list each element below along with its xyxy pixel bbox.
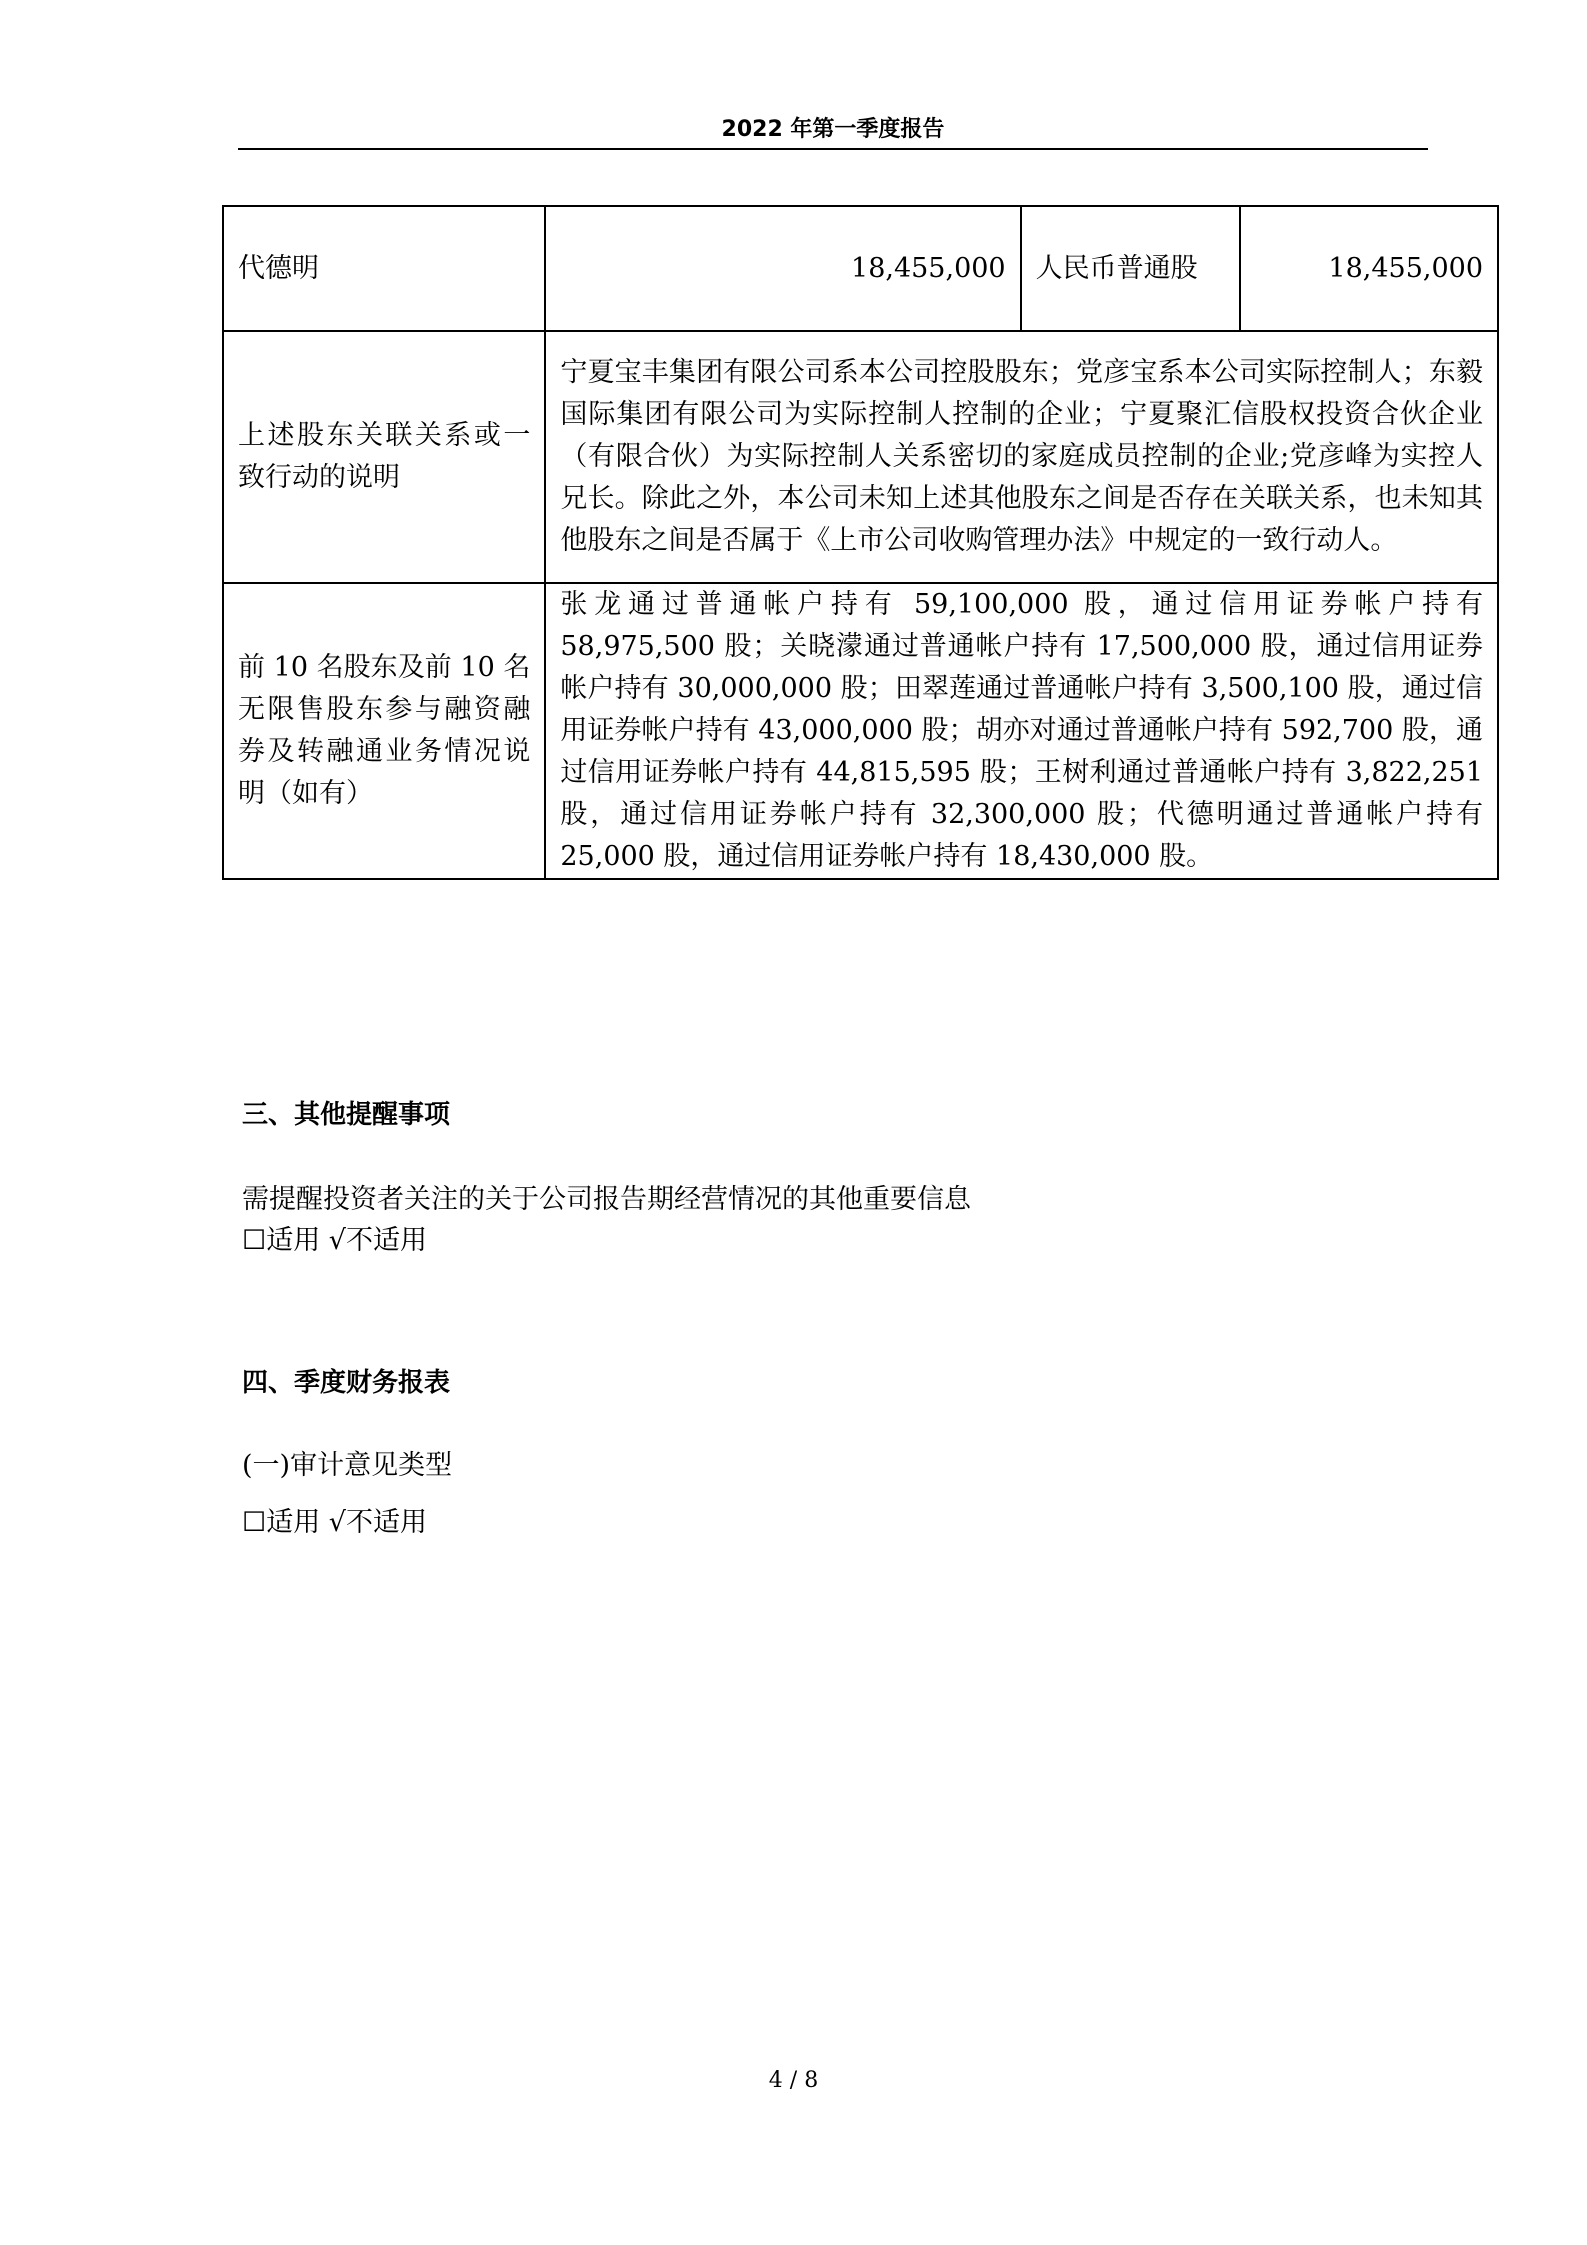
share-type: 人民币普通股 bbox=[1021, 206, 1241, 331]
section-3-options: ☐适用 √不适用 bbox=[242, 1225, 427, 1256]
section-3-text: 需提醒投资者关注的关于公司报告期经营情况的其他重要信息 bbox=[242, 1184, 971, 1215]
related-party-description: 宁夏宝丰集团有限公司系本公司控股股东；党彦宝系本公司实际控制人；东毅国际集团有限公司为实际控制人控制的企业；宁夏聚汇信股权投资合伙企业（有限合伙）为实际控制人关系密切的家庭成员控制的企业;党彦峰为实控人兄长。除此之外，本公司未知上述其他股东之间是否存在关联关系，也未知其他股东之间是否属于《上市公司收购管理办法》中规定的一致行动人。 bbox=[545, 331, 1498, 583]
table-row bbox=[223, 206, 1498, 331]
margin-trading-description: 张龙通过普通帐户持有 59,100,000 股，通过信用证券帐户持有 58,975,500 股；关晓濛通过普通帐户持有 17,500,000 股，通过信用证券帐户持有 30,000,000 股；田翠莲通过普通帐户持有 3,500,100 股，通过信用证券帐户持有 43,000,000 股；胡亦对通过普通帐户持有 592,700 股，通过信用证券帐户持有 44,815,595 股；王树利通过普通帐户持有 3,822,251 股，通过信用证券帐户持有 32,300,000 股；代德明通过普通帐户持有 25,000 股，通过信用证券帐户持有 18,430,000 股。 bbox=[545, 583, 1498, 879]
section-4-options: ☐适用 √不适用 bbox=[242, 1507, 427, 1538]
section-3-heading: 三、其他提醒事项 bbox=[242, 1100, 451, 1130]
shares-held: 18,455,000 bbox=[545, 206, 1020, 331]
table-row bbox=[223, 583, 1498, 879]
header-divider bbox=[238, 148, 1428, 150]
section-4-subheading: (一)审计意见类型 bbox=[242, 1450, 453, 1481]
row-label: 上述股东关联关系或一致行动的说明 bbox=[223, 331, 545, 583]
page-number: 4 / 8 bbox=[768, 2068, 819, 2093]
share-amount: 18,455,000 bbox=[1240, 206, 1498, 331]
shareholder-name: 代德明 bbox=[223, 206, 545, 331]
table-row bbox=[223, 331, 1498, 583]
row-label: 前 10 名股东及前 10 名无限售股东参与融资融券及转融通业务情况说明（如有） bbox=[223, 583, 545, 879]
shareholder-table bbox=[222, 205, 1499, 880]
page-header-title: 2022 年第一季度报告 bbox=[721, 117, 945, 142]
section-4-heading: 四、季度财务报表 bbox=[242, 1368, 451, 1398]
